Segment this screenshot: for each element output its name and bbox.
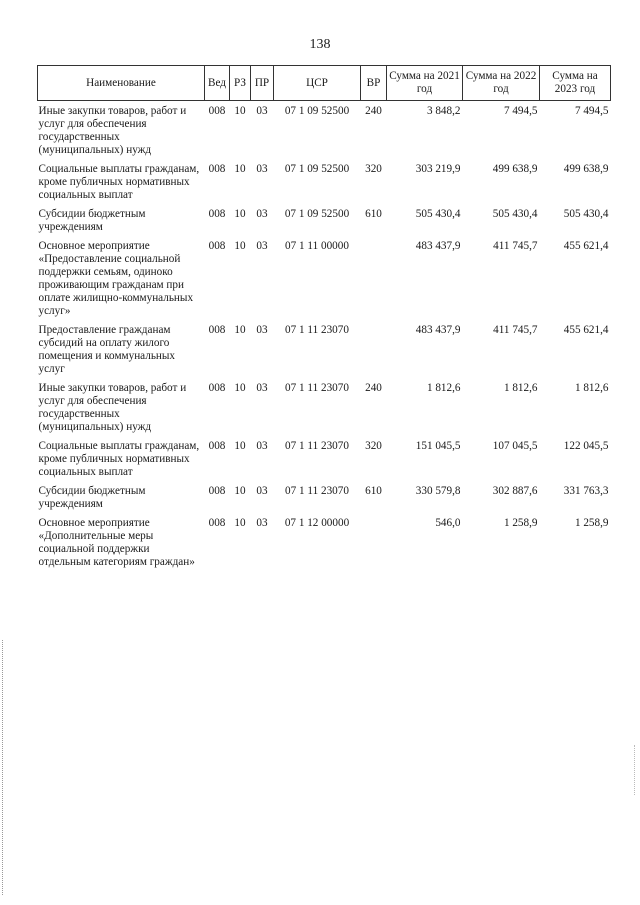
- cell-rz: 10: [234, 485, 246, 497]
- cell-name: Субсидии бюджетным учреждениям: [38, 485, 146, 510]
- cell-csr: 07 1 11 23070: [285, 440, 349, 452]
- cell-sum-2022: 302 887,6: [492, 485, 538, 497]
- cell-pr: 03: [256, 324, 268, 336]
- cell-name: Иные закупки товаров, работ и услуг для обеспечения государственных (муниципальных) нужд: [38, 382, 187, 433]
- table-row: [38, 485, 611, 517]
- cell-csr: 07 1 09 52500: [284, 163, 350, 175]
- cell-pr: 03: [256, 440, 268, 452]
- cell-rz: 10: [234, 440, 246, 452]
- header-sum-2021: Сумма на 2021 год: [387, 66, 463, 101]
- cell-csr: 07 1 12 00000: [284, 517, 350, 529]
- cell-csr: 07 1 09 52500: [284, 105, 350, 117]
- cell-sum-2023: 331 763,3: [563, 485, 609, 497]
- cell-sum-2021: 546,0: [435, 517, 461, 529]
- cell-sum-2023: 455 621,4: [563, 324, 609, 336]
- cell-vr: 320: [365, 440, 382, 452]
- cell-pr: 03: [256, 240, 268, 252]
- header-rz: РЗ: [230, 66, 251, 101]
- cell-ved: 008: [208, 485, 226, 497]
- cell-sum-2022: 411 745,7: [493, 324, 538, 336]
- cell-sum-2022: 1 258,9: [503, 517, 538, 529]
- cell-name: Социальные выплаты гражданам, кроме публичных нормативных социальных выплат: [38, 163, 200, 201]
- cell-pr: 03: [256, 485, 268, 497]
- cell-name: Субсидии бюджетным учреждениям: [38, 208, 146, 233]
- cell-name: Социальные выплаты гражданам, кроме публичных нормативных социальных выплат: [38, 440, 200, 478]
- cell-sum-2023: 1 258,9: [574, 517, 609, 529]
- cell-sum-2022: 107 045,5: [492, 440, 538, 452]
- cell-pr: 03: [256, 208, 268, 220]
- cell-sum-2022: 505 430,4: [492, 208, 538, 220]
- cell-vr: 320: [365, 163, 382, 175]
- table-row: [38, 440, 611, 485]
- cell-rz: 10: [234, 105, 246, 117]
- cell-sum-2023: 505 430,4: [563, 208, 609, 220]
- scan-edge-mark-right: [634, 745, 636, 795]
- cell-sum-2022: 499 638,9: [492, 163, 538, 175]
- cell-csr: 07 1 09 52500: [284, 208, 350, 220]
- cell-sum-2023: 7 494,5: [574, 105, 609, 117]
- cell-vr: 610: [365, 208, 382, 220]
- cell-sum-2021: 151 045,5: [415, 440, 461, 452]
- scan-edge-mark: [2, 640, 4, 895]
- table-body: [38, 101, 611, 576]
- cell-vr: 610: [365, 485, 382, 497]
- table-row: [38, 324, 611, 382]
- cell-sum-2022: 7 494,5: [503, 105, 538, 117]
- cell-sum-2021: 1 812,6: [426, 382, 461, 394]
- cell-rz: 10: [234, 382, 246, 394]
- cell-sum-2021: 303 219,9: [415, 163, 461, 175]
- cell-vr: [361, 240, 387, 324]
- table-row: [38, 382, 611, 440]
- cell-pr: 03: [256, 517, 268, 529]
- cell-vr: [361, 324, 387, 382]
- page-number: 138: [309, 37, 331, 52]
- cell-ved: 008: [208, 440, 226, 452]
- cell-sum-2023: 122 045,5: [563, 440, 609, 452]
- cell-pr: 03: [256, 163, 268, 175]
- cell-ved: 008: [208, 517, 226, 529]
- header-sum-2022: Сумма на 2022 год: [463, 66, 540, 101]
- header-sum-2023: Сумма на 2023 год: [540, 66, 611, 101]
- table-row: [38, 240, 611, 324]
- cell-ved: 008: [208, 240, 226, 252]
- table-row: [38, 208, 611, 240]
- cell-sum-2023: 1 812,6: [574, 382, 609, 394]
- cell-ved: 008: [208, 208, 226, 220]
- cell-name: Основное мероприятие «Предоставление социальной поддержки семьям, одиноко проживающим гражданам при оплате жилищно-коммунальных услуг»: [38, 240, 194, 317]
- cell-rz: 10: [234, 517, 246, 529]
- cell-sum-2022: 1 812,6: [503, 382, 538, 394]
- cell-name: Основное мероприятие «Дополнительные меры социальной поддержки отдельным категориям граждан»: [38, 517, 195, 568]
- cell-sum-2023: 455 621,4: [563, 240, 609, 252]
- cell-rz: 10: [234, 208, 246, 220]
- table-row: [38, 101, 611, 164]
- cell-pr: 03: [256, 382, 268, 394]
- cell-name: Иные закупки товаров, работ и услуг для обеспечения государственных (муниципальных) нужд: [38, 105, 187, 156]
- cell-ved: 008: [208, 324, 226, 336]
- cell-csr: 07 1 11 00000: [285, 240, 349, 252]
- header-ved: Вед: [205, 66, 230, 101]
- cell-csr: 07 1 11 23070: [285, 382, 349, 394]
- cell-csr: 07 1 11 23070: [285, 485, 349, 497]
- cell-csr: 07 1 11 23070: [285, 324, 349, 336]
- cell-sum-2023: 499 638,9: [563, 163, 609, 175]
- cell-rz: 10: [234, 163, 246, 175]
- table-header-row: [38, 66, 611, 101]
- budget-table: [37, 65, 611, 575]
- cell-sum-2021: 483 437,9: [415, 324, 461, 336]
- cell-pr: 03: [256, 105, 268, 117]
- header-csr: ЦСР: [274, 66, 361, 101]
- cell-vr: [361, 517, 387, 575]
- cell-sum-2021: 330 579,8: [415, 485, 461, 497]
- cell-vr: 240: [365, 382, 382, 394]
- cell-ved: 008: [208, 105, 226, 117]
- cell-name: Предоставление гражданам субсидий на оплату жилого помещения и коммунальных услуг: [38, 324, 176, 375]
- cell-sum-2021: 483 437,9: [415, 240, 461, 252]
- cell-sum-2021: 505 430,4: [415, 208, 461, 220]
- cell-vr: 240: [365, 105, 382, 117]
- cell-ved: 008: [208, 163, 226, 175]
- header-vr: ВР: [361, 66, 387, 101]
- table-row: [38, 517, 611, 575]
- header-pr: ПР: [251, 66, 274, 101]
- table-row: [38, 163, 611, 208]
- cell-ved: 008: [208, 382, 226, 394]
- cell-rz: 10: [234, 240, 246, 252]
- cell-sum-2022: 411 745,7: [493, 240, 538, 252]
- cell-sum-2021: 3 848,2: [426, 105, 461, 117]
- header-name: Наименование: [38, 66, 205, 101]
- cell-rz: 10: [234, 324, 246, 336]
